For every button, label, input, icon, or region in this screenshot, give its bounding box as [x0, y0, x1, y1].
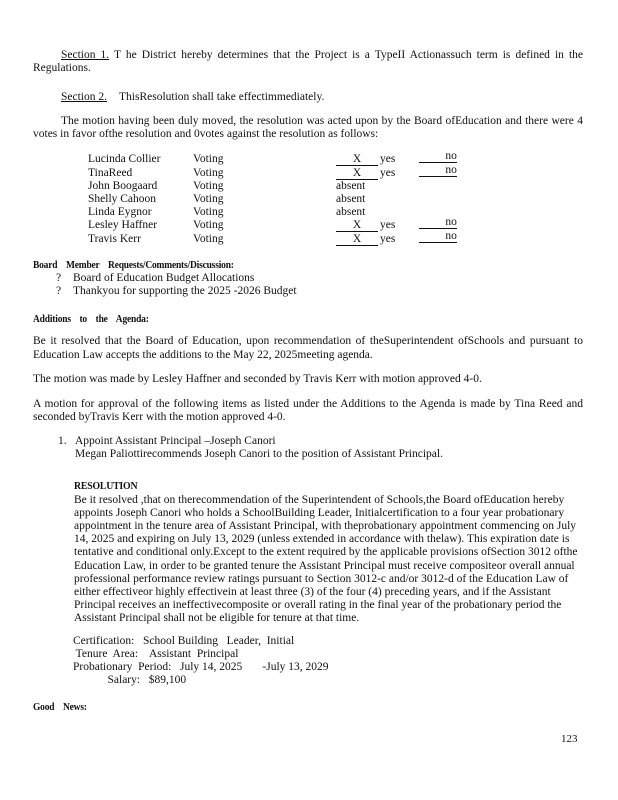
certification-line: Certification: School Building Leader, Initial — [73, 634, 295, 647]
no-blank — [419, 150, 457, 163]
list-item-text: Board of Education Budget Allocations — [73, 271, 255, 284]
section-1-label: Section 1. — [61, 49, 110, 61]
no-blank — [419, 230, 457, 243]
member-role: Voting — [193, 206, 224, 219]
agenda-item-1 — [58, 435, 583, 462]
board-member-heading: Board Member Requests/Comments/Discussion: — [33, 259, 234, 271]
table-row — [88, 163, 583, 180]
motion-approval-paragraph: A motion for approval of the following items as listed under the Additions to the Agenda is made by Tina Reed and seconded byTravis Kerr with the motion approved 4-0. — [33, 398, 583, 424]
member-name: TinaReed — [88, 166, 133, 179]
no-label: no — [445, 229, 457, 242]
motion-made-paragraph: The motion was made by Lesley Haffner and seconded by Travis Kerr with motion approved 4-0. — [33, 372, 482, 385]
no-label: no — [445, 163, 457, 176]
member-name: Lesley Haffner — [88, 219, 158, 232]
yes-label: yes — [380, 166, 396, 179]
motion-intro-paragraph: The motion having been duly moved, the resolution was acted upon by the Board ofEducation and there were 4 votes in favor ofthe resolution and 0votes against the resolution as follows: — [33, 114, 583, 141]
agenda-item-detail: Megan Paliottirecommends Joseph Canori to the position of Assistant Principal. — [75, 447, 443, 460]
resolution-heading-block — [74, 480, 583, 493]
member-name: Linda Eygnor — [88, 206, 152, 219]
additions-paragraph: Be it resolved that the Board of Education, upon recommendation of theSuperintendent ofSchools and pursuant to Education Law accepts the additions to the May 22, 2025meeting agenda. — [33, 335, 583, 361]
list-item — [56, 285, 583, 298]
salary-line: Salary: $89,100 — [73, 674, 187, 687]
member-name: John Boogaard — [88, 179, 158, 192]
bullet-mark: ? — [56, 285, 62, 297]
list-item — [56, 272, 583, 285]
absent-label: absent — [336, 206, 366, 219]
yes-label: yes — [380, 232, 396, 245]
section-2-paragraph — [33, 91, 583, 104]
no-blank — [419, 216, 457, 229]
yes-label: yes — [380, 153, 396, 166]
vote-cell — [336, 230, 457, 246]
member-name: Shelly Cahoon — [88, 192, 157, 205]
list-item-text: Thankyou for supporting the 2025 -2026 Budget — [73, 285, 297, 297]
probationary-period-line: Probationary Period: July 14, 2025 -July 13, 2029 — [73, 661, 329, 674]
table-row — [88, 229, 583, 246]
vote-x-mark: X — [336, 233, 378, 246]
table-row — [88, 193, 583, 206]
yes-label: yes — [380, 219, 396, 232]
agenda-item-body — [75, 435, 443, 462]
additions-heading: Additions to the Agenda: — [33, 314, 149, 326]
member-role: Voting — [193, 192, 224, 205]
section-2-label: Section 2. — [61, 90, 107, 103]
member-role: Voting — [193, 166, 224, 179]
good-news-heading-block — [33, 701, 583, 714]
member-name: Lucinda Collier — [88, 153, 161, 166]
agenda-item-number: 1. — [58, 434, 67, 447]
table-row — [88, 180, 583, 193]
vote-x-mark: X — [336, 219, 378, 232]
member-role: Voting — [193, 179, 224, 192]
resolution-body: Be it resolved ,that on therecommendation of the Superintendent of Schools,the Board ofEducation hereby appoints Joseph Canori who holds a SchoolBuilding Leader, Initialcertification to a four year probationary appointment in the tenure area of Assistant Principal, with theprobationary appointment commencing on July 14, 2025 and expiring on July 13, 2029 (unless extended in accordance with thelaw). This expiration date is tentative and conditional only.Except to the extent required by the applicable provisions ofSection 3012 ofthe Education Law, in order to be granted tenure the Assistant Principal must receive compositeor overall annual professional performance review ratings pursuant to Section 3012-c and/or 3012-d of the Education Law of either effectiveor highly effectivein at least three (3) of the four (4) preceding years, and if the Assistant Principal receives an ineffectivecomposite or overall rating in the final year of the probationary period the Assistant Principal shall not be eligible for tenure at that time. — [74, 493, 578, 625]
good-news-heading: Good News: — [33, 702, 87, 714]
vote-x-mark: X — [336, 167, 378, 180]
section-1-paragraph — [33, 49, 583, 76]
additions-heading-block — [33, 313, 583, 326]
board-member-heading-block — [33, 259, 583, 272]
resolution-heading: RESOLUTION — [74, 481, 138, 493]
agenda-item-title: Appoint Assistant Principal –Joseph Canori — [75, 434, 276, 447]
no-label: no — [445, 150, 457, 163]
vote-x-mark: X — [336, 153, 378, 166]
section-2-text: ThisResolution shall take effectimmediately. — [119, 90, 325, 103]
member-role: Voting — [193, 232, 224, 245]
absent-label: absent — [336, 192, 366, 205]
vote-cell — [336, 164, 457, 180]
section-1-text: T he District hereby determines that the Project is a TypeII Actionassuch term is defined in the Regulations. — [33, 49, 584, 75]
no-blank — [419, 164, 457, 177]
bullet-mark: ? — [56, 271, 62, 284]
absent-label: absent — [336, 179, 366, 192]
member-name: Travis Kerr — [88, 232, 141, 245]
page-number: 123 — [561, 733, 578, 745]
member-role: Voting — [193, 153, 224, 166]
voting-table — [88, 150, 583, 245]
tenure-area-line: Tenure Area: Assistant Principal — [73, 647, 239, 660]
member-role: Voting — [193, 219, 224, 232]
no-label: no — [445, 216, 457, 229]
resolution-section — [74, 480, 583, 625]
certification-block — [73, 635, 583, 688]
